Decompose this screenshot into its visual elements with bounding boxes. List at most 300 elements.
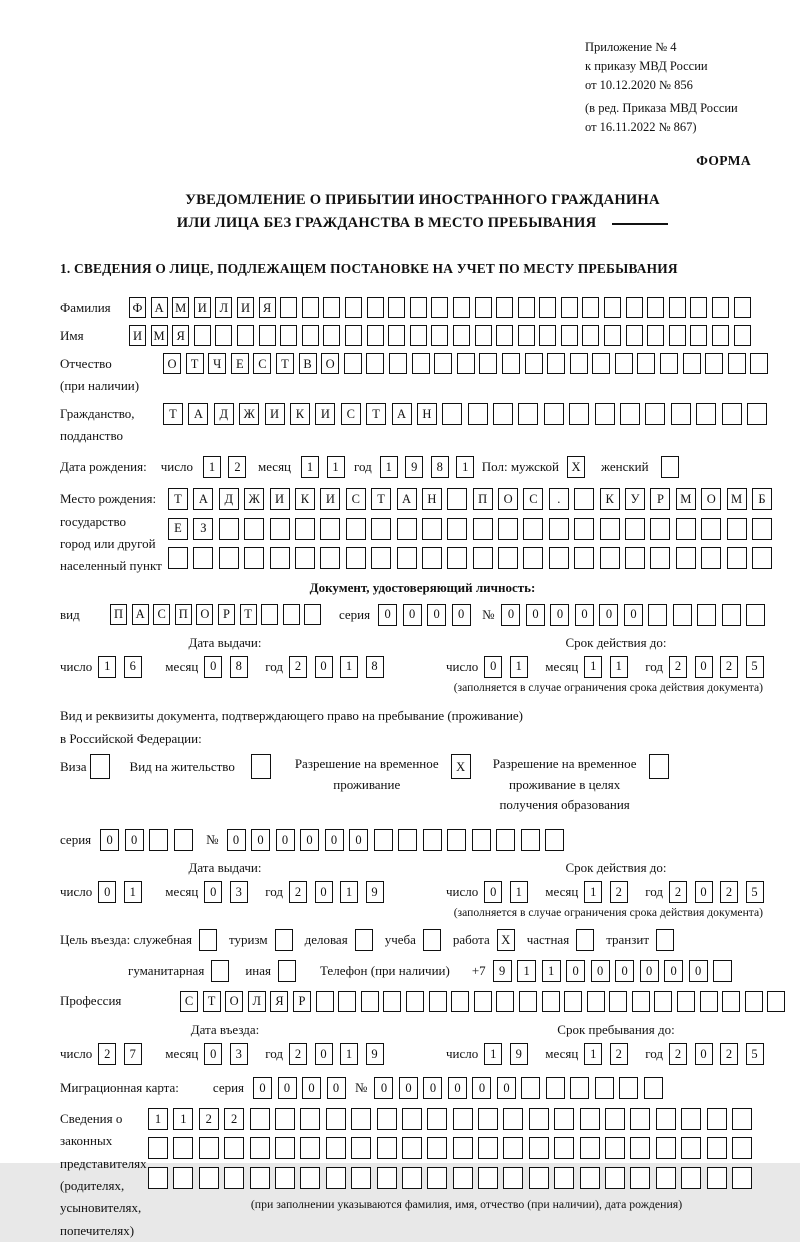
form-cell[interactable]: 0 (575, 604, 594, 626)
form-cell[interactable] (423, 929, 441, 951)
form-cell[interactable] (251, 754, 271, 779)
form-cell[interactable] (707, 1167, 727, 1189)
form-cell[interactable]: Т (371, 488, 391, 510)
form-cell[interactable] (503, 1108, 523, 1130)
form-cell[interactable] (320, 547, 340, 569)
form-cell[interactable]: К (600, 488, 620, 510)
form-cell[interactable]: С (153, 604, 170, 625)
form-cell[interactable] (681, 1108, 701, 1130)
form-cell[interactable]: 1 (98, 656, 116, 678)
form-cell[interactable]: З (193, 518, 213, 540)
form-cell[interactable]: . (549, 488, 569, 510)
form-cell[interactable] (519, 991, 537, 1012)
form-cell[interactable] (722, 403, 742, 425)
form-cell[interactable] (676, 518, 696, 540)
form-cell[interactable]: 0 (204, 881, 222, 903)
form-cell[interactable] (502, 353, 520, 374)
form-cell[interactable] (707, 1108, 727, 1130)
form-cell[interactable] (554, 1108, 574, 1130)
form-cell[interactable]: К (290, 403, 310, 425)
form-cell[interactable] (747, 403, 767, 425)
form-cell[interactable]: 0 (566, 960, 585, 982)
form-cell[interactable] (574, 518, 594, 540)
form-cell[interactable] (690, 297, 707, 318)
form-cell[interactable]: А (392, 403, 412, 425)
form-cell[interactable] (302, 297, 319, 318)
form-cell[interactable] (447, 547, 467, 569)
form-cell[interactable] (338, 991, 356, 1012)
form-cell[interactable] (604, 297, 621, 318)
form-cell[interactable] (473, 518, 493, 540)
form-cell[interactable] (547, 353, 565, 374)
form-cell[interactable]: 1 (124, 881, 142, 903)
form-cell[interactable] (626, 297, 643, 318)
form-cell[interactable]: 2 (610, 881, 628, 903)
form-cell[interactable] (732, 1108, 752, 1130)
form-cell[interactable]: Р (650, 488, 670, 510)
form-cell[interactable]: Н (417, 403, 437, 425)
form-cell[interactable]: О (701, 488, 721, 510)
form-cell[interactable] (605, 1137, 625, 1159)
form-cell[interactable]: 3 (230, 881, 248, 903)
form-cell[interactable] (261, 604, 278, 625)
form-cell[interactable] (620, 403, 640, 425)
form-cell[interactable] (656, 1108, 676, 1130)
form-cell[interactable]: И (320, 488, 340, 510)
form-cell[interactable] (625, 547, 645, 569)
form-cell[interactable] (626, 325, 643, 346)
form-cell[interactable] (168, 547, 188, 569)
form-cell[interactable] (410, 297, 427, 318)
form-cell[interactable]: 0 (276, 829, 295, 851)
form-cell[interactable]: М (151, 325, 168, 346)
form-cell[interactable]: 0 (227, 829, 246, 851)
form-cell[interactable] (518, 403, 538, 425)
form-cell[interactable]: 0 (501, 604, 520, 626)
form-cell[interactable]: Ж (244, 488, 264, 510)
form-cell[interactable]: Т (186, 353, 204, 374)
form-cell[interactable] (498, 518, 518, 540)
form-cell[interactable] (280, 325, 297, 346)
form-cell[interactable] (722, 604, 741, 626)
form-cell[interactable] (453, 1137, 473, 1159)
form-cell[interactable] (173, 1137, 193, 1159)
form-cell[interactable]: 2 (610, 1043, 628, 1065)
form-cell[interactable] (595, 1077, 614, 1099)
form-cell[interactable] (493, 403, 513, 425)
form-cell[interactable] (174, 829, 193, 851)
form-cell[interactable] (478, 1108, 498, 1130)
form-cell[interactable] (546, 1077, 565, 1099)
form-cell[interactable] (561, 297, 578, 318)
form-cell[interactable]: 0 (349, 829, 368, 851)
form-cell[interactable]: Р (293, 991, 311, 1012)
form-cell[interactable] (429, 991, 447, 1012)
form-cell[interactable] (453, 1167, 473, 1189)
form-cell[interactable] (478, 1167, 498, 1189)
form-cell[interactable] (479, 353, 497, 374)
form-cell[interactable]: 1 (203, 456, 221, 478)
form-cell[interactable] (326, 1167, 346, 1189)
form-cell[interactable] (244, 547, 264, 569)
form-cell[interactable] (750, 353, 768, 374)
form-cell[interactable] (323, 297, 340, 318)
form-cell[interactable] (193, 547, 213, 569)
form-cell[interactable]: Я (172, 325, 189, 346)
form-cell[interactable] (649, 754, 669, 779)
form-cell[interactable] (574, 547, 594, 569)
form-cell[interactable] (496, 829, 515, 851)
form-cell[interactable]: С (346, 488, 366, 510)
form-cell[interactable] (767, 991, 785, 1012)
form-cell[interactable] (576, 929, 594, 951)
form-cell[interactable]: Б (752, 488, 772, 510)
form-cell[interactable] (625, 518, 645, 540)
form-cell[interactable]: 0 (591, 960, 610, 982)
form-cell[interactable]: 3 (230, 1043, 248, 1065)
form-cell[interactable] (351, 1167, 371, 1189)
form-cell[interactable] (215, 325, 232, 346)
form-cell[interactable] (442, 403, 462, 425)
form-cell[interactable] (605, 1167, 625, 1189)
form-cell[interactable]: 2 (98, 1043, 116, 1065)
form-cell[interactable] (496, 325, 513, 346)
form-cell[interactable] (529, 1108, 549, 1130)
form-cell[interactable] (377, 1108, 397, 1130)
form-cell[interactable] (518, 297, 535, 318)
form-cell[interactable] (727, 547, 747, 569)
form-cell[interactable] (473, 547, 493, 569)
form-cell[interactable] (545, 829, 564, 851)
form-cell[interactable] (722, 991, 740, 1012)
form-cell[interactable]: 0 (327, 1077, 346, 1099)
form-cell[interactable]: 0 (640, 960, 659, 982)
form-cell[interactable]: 0 (689, 960, 708, 982)
form-cell[interactable] (259, 325, 276, 346)
form-cell[interactable] (523, 518, 543, 540)
form-cell[interactable]: 0 (695, 1043, 713, 1065)
form-cell[interactable]: 0 (550, 604, 569, 626)
form-cell[interactable]: 0 (100, 829, 119, 851)
form-cell[interactable]: 1 (584, 1043, 602, 1065)
form-cell[interactable]: 2 (289, 881, 307, 903)
form-cell[interactable] (564, 991, 582, 1012)
form-cell[interactable]: И (315, 403, 335, 425)
form-cell[interactable]: 9 (366, 1043, 384, 1065)
form-cell[interactable]: 0 (526, 604, 545, 626)
form-cell[interactable] (323, 325, 340, 346)
form-cell[interactable] (712, 325, 729, 346)
form-cell[interactable]: 0 (695, 656, 713, 678)
form-cell[interactable] (270, 547, 290, 569)
form-cell[interactable]: Ж (239, 403, 259, 425)
form-cell[interactable] (654, 991, 672, 1012)
form-cell[interactable]: 8 (230, 656, 248, 678)
form-cell[interactable] (683, 353, 701, 374)
form-cell[interactable] (496, 991, 514, 1012)
form-cell[interactable] (326, 1108, 346, 1130)
form-cell[interactable]: 1 (301, 456, 319, 478)
form-cell[interactable] (592, 353, 610, 374)
form-cell[interactable]: 0 (98, 881, 116, 903)
form-cell[interactable] (529, 1137, 549, 1159)
form-cell[interactable] (355, 929, 373, 951)
form-cell[interactable] (752, 518, 772, 540)
form-cell[interactable]: 9 (405, 456, 423, 478)
form-cell[interactable] (270, 518, 290, 540)
form-cell[interactable] (431, 325, 448, 346)
form-cell[interactable]: И (237, 297, 254, 318)
form-cell[interactable]: А (188, 403, 208, 425)
form-cell[interactable] (367, 325, 384, 346)
form-cell[interactable] (431, 297, 448, 318)
form-cell[interactable]: 0 (378, 604, 397, 626)
form-cell[interactable]: 0 (452, 604, 471, 626)
form-cell[interactable] (630, 1167, 650, 1189)
form-cell[interactable]: 0 (374, 1077, 393, 1099)
form-cell[interactable]: 0 (278, 1077, 297, 1099)
form-cell[interactable] (609, 991, 627, 1012)
form-cell[interactable] (650, 547, 670, 569)
form-cell[interactable] (644, 1077, 663, 1099)
form-cell[interactable] (377, 1137, 397, 1159)
form-cell[interactable] (224, 1137, 244, 1159)
form-cell[interactable] (447, 488, 467, 510)
form-cell[interactable] (224, 1167, 244, 1189)
form-cell[interactable]: Т (240, 604, 257, 625)
form-cell[interactable] (656, 1137, 676, 1159)
form-cell[interactable] (304, 604, 321, 625)
form-cell[interactable] (275, 1137, 295, 1159)
form-cell[interactable] (570, 1077, 589, 1099)
form-cell[interactable] (374, 829, 393, 851)
form-cell[interactable] (669, 297, 686, 318)
form-cell[interactable] (237, 325, 254, 346)
form-cell[interactable] (422, 518, 442, 540)
form-cell[interactable] (148, 1137, 168, 1159)
form-cell[interactable]: 1 (173, 1108, 193, 1130)
form-cell[interactable] (503, 1137, 523, 1159)
form-cell[interactable] (199, 1137, 219, 1159)
form-cell[interactable] (434, 353, 452, 374)
form-cell[interactable]: 0 (484, 881, 502, 903)
form-cell[interactable]: О (163, 353, 181, 374)
form-cell[interactable] (300, 1137, 320, 1159)
form-cell[interactable] (398, 829, 417, 851)
form-cell[interactable]: 5 (746, 881, 764, 903)
form-cell[interactable]: С (180, 991, 198, 1012)
form-cell[interactable]: 0 (204, 656, 222, 678)
form-cell[interactable]: 0 (427, 604, 446, 626)
form-cell[interactable] (90, 754, 110, 779)
form-cell[interactable] (283, 604, 300, 625)
form-cell[interactable]: П (110, 604, 127, 625)
form-cell[interactable]: 1 (610, 656, 628, 678)
form-cell[interactable] (690, 325, 707, 346)
form-cell[interactable] (280, 297, 297, 318)
form-cell[interactable] (732, 1137, 752, 1159)
form-cell[interactable] (669, 325, 686, 346)
form-cell[interactable]: Е (168, 518, 188, 540)
form-cell[interactable] (549, 547, 569, 569)
form-cell[interactable] (447, 518, 467, 540)
form-cell[interactable]: 8 (431, 456, 449, 478)
form-cell[interactable] (647, 297, 664, 318)
form-cell[interactable]: 0 (484, 656, 502, 678)
form-cell[interactable] (453, 1108, 473, 1130)
form-cell[interactable] (422, 547, 442, 569)
form-cell[interactable]: 2 (289, 1043, 307, 1065)
form-cell[interactable] (345, 325, 362, 346)
form-cell[interactable] (595, 403, 615, 425)
form-cell[interactable]: 0 (302, 1077, 321, 1099)
form-cell[interactable]: Т (163, 403, 183, 425)
form-cell[interactable] (383, 991, 401, 1012)
form-cell[interactable] (554, 1137, 574, 1159)
form-cell[interactable] (275, 1167, 295, 1189)
form-cell[interactable]: И (265, 403, 285, 425)
form-cell[interactable] (569, 403, 589, 425)
form-cell[interactable]: И (194, 297, 211, 318)
form-cell[interactable]: С (523, 488, 543, 510)
form-cell[interactable] (637, 353, 655, 374)
form-cell[interactable] (388, 325, 405, 346)
form-cell[interactable] (539, 325, 556, 346)
form-cell[interactable] (427, 1108, 447, 1130)
form-cell[interactable] (752, 547, 772, 569)
form-cell[interactable]: 2 (720, 881, 738, 903)
form-cell[interactable] (656, 1167, 676, 1189)
form-cell[interactable] (250, 1137, 270, 1159)
form-cell[interactable] (661, 456, 679, 478)
form-cell[interactable] (521, 829, 540, 851)
form-cell[interactable] (326, 1137, 346, 1159)
form-cell[interactable]: 1 (148, 1108, 168, 1130)
form-cell[interactable]: С (253, 353, 271, 374)
form-cell[interactable] (402, 1137, 422, 1159)
form-cell[interactable] (173, 1167, 193, 1189)
form-cell[interactable]: 0 (497, 1077, 516, 1099)
form-cell[interactable] (406, 991, 424, 1012)
form-cell[interactable] (478, 1137, 498, 1159)
form-cell[interactable]: 1 (340, 1043, 358, 1065)
form-cell[interactable]: Е (231, 353, 249, 374)
form-cell[interactable] (397, 547, 417, 569)
form-cell[interactable] (697, 604, 716, 626)
form-cell[interactable] (705, 353, 723, 374)
form-cell[interactable]: Д (219, 488, 239, 510)
form-cell[interactable] (412, 353, 430, 374)
form-cell[interactable]: 9 (510, 1043, 528, 1065)
form-cell[interactable]: С (341, 403, 361, 425)
form-cell[interactable]: 0 (448, 1077, 467, 1099)
form-cell[interactable]: К (295, 488, 315, 510)
form-cell[interactable]: У (625, 488, 645, 510)
form-cell[interactable] (377, 1167, 397, 1189)
form-cell[interactable] (346, 518, 366, 540)
form-cell[interactable]: 1 (517, 960, 536, 982)
form-cell[interactable] (302, 325, 319, 346)
form-cell[interactable] (410, 325, 427, 346)
form-cell[interactable]: 0 (624, 604, 643, 626)
form-cell[interactable] (728, 353, 746, 374)
form-cell[interactable] (149, 829, 168, 851)
form-cell[interactable] (544, 403, 564, 425)
form-cell[interactable] (701, 518, 721, 540)
form-cell[interactable]: 0 (315, 881, 333, 903)
form-cell[interactable] (367, 297, 384, 318)
form-cell[interactable]: 2 (289, 656, 307, 678)
form-cell[interactable]: О (196, 604, 213, 625)
form-cell[interactable]: 0 (253, 1077, 272, 1099)
form-cell[interactable] (199, 929, 217, 951)
form-cell[interactable]: 0 (695, 881, 713, 903)
form-cell[interactable] (712, 297, 729, 318)
form-cell[interactable] (587, 991, 605, 1012)
form-cell[interactable]: Т (276, 353, 294, 374)
form-cell[interactable] (316, 991, 334, 1012)
form-cell[interactable] (366, 353, 384, 374)
form-cell[interactable] (211, 960, 229, 982)
form-cell[interactable]: 9 (493, 960, 512, 982)
form-cell[interactable]: 1 (340, 656, 358, 678)
form-cell[interactable] (388, 297, 405, 318)
form-cell[interactable] (671, 403, 691, 425)
form-cell[interactable] (676, 547, 696, 569)
form-cell[interactable] (713, 960, 732, 982)
form-cell[interactable]: 2 (199, 1108, 219, 1130)
form-cell[interactable]: 1 (542, 960, 561, 982)
form-cell[interactable]: X (567, 456, 585, 478)
form-cell[interactable]: О (498, 488, 518, 510)
form-cell[interactable]: 5 (746, 1043, 764, 1065)
form-cell[interactable] (295, 518, 315, 540)
form-cell[interactable] (278, 960, 296, 982)
form-cell[interactable] (361, 991, 379, 1012)
form-cell[interactable]: 0 (300, 829, 319, 851)
form-cell[interactable] (561, 325, 578, 346)
form-cell[interactable]: 0 (125, 829, 144, 851)
form-cell[interactable] (148, 1167, 168, 1189)
form-cell[interactable] (600, 518, 620, 540)
form-cell[interactable]: 1 (584, 656, 602, 678)
form-cell[interactable]: 1 (584, 881, 602, 903)
form-cell[interactable]: 0 (204, 1043, 222, 1065)
form-cell[interactable] (389, 353, 407, 374)
form-cell[interactable]: X (451, 754, 471, 779)
form-cell[interactable]: 0 (472, 1077, 491, 1099)
form-cell[interactable] (346, 547, 366, 569)
form-cell[interactable]: П (175, 604, 192, 625)
form-cell[interactable]: 0 (315, 656, 333, 678)
form-cell[interactable]: 0 (403, 604, 422, 626)
form-cell[interactable] (402, 1108, 422, 1130)
form-cell[interactable]: О (321, 353, 339, 374)
form-cell[interactable] (275, 1108, 295, 1130)
form-cell[interactable] (582, 297, 599, 318)
form-cell[interactable] (474, 991, 492, 1012)
form-cell[interactable] (681, 1137, 701, 1159)
form-cell[interactable]: 2 (228, 456, 246, 478)
form-cell[interactable]: 9 (366, 881, 384, 903)
form-cell[interactable]: Я (259, 297, 276, 318)
form-cell[interactable]: Т (366, 403, 386, 425)
form-cell[interactable] (539, 297, 556, 318)
form-cell[interactable]: А (132, 604, 149, 625)
form-cell[interactable]: Ф (129, 297, 146, 318)
form-cell[interactable] (371, 547, 391, 569)
form-cell[interactable] (660, 353, 678, 374)
